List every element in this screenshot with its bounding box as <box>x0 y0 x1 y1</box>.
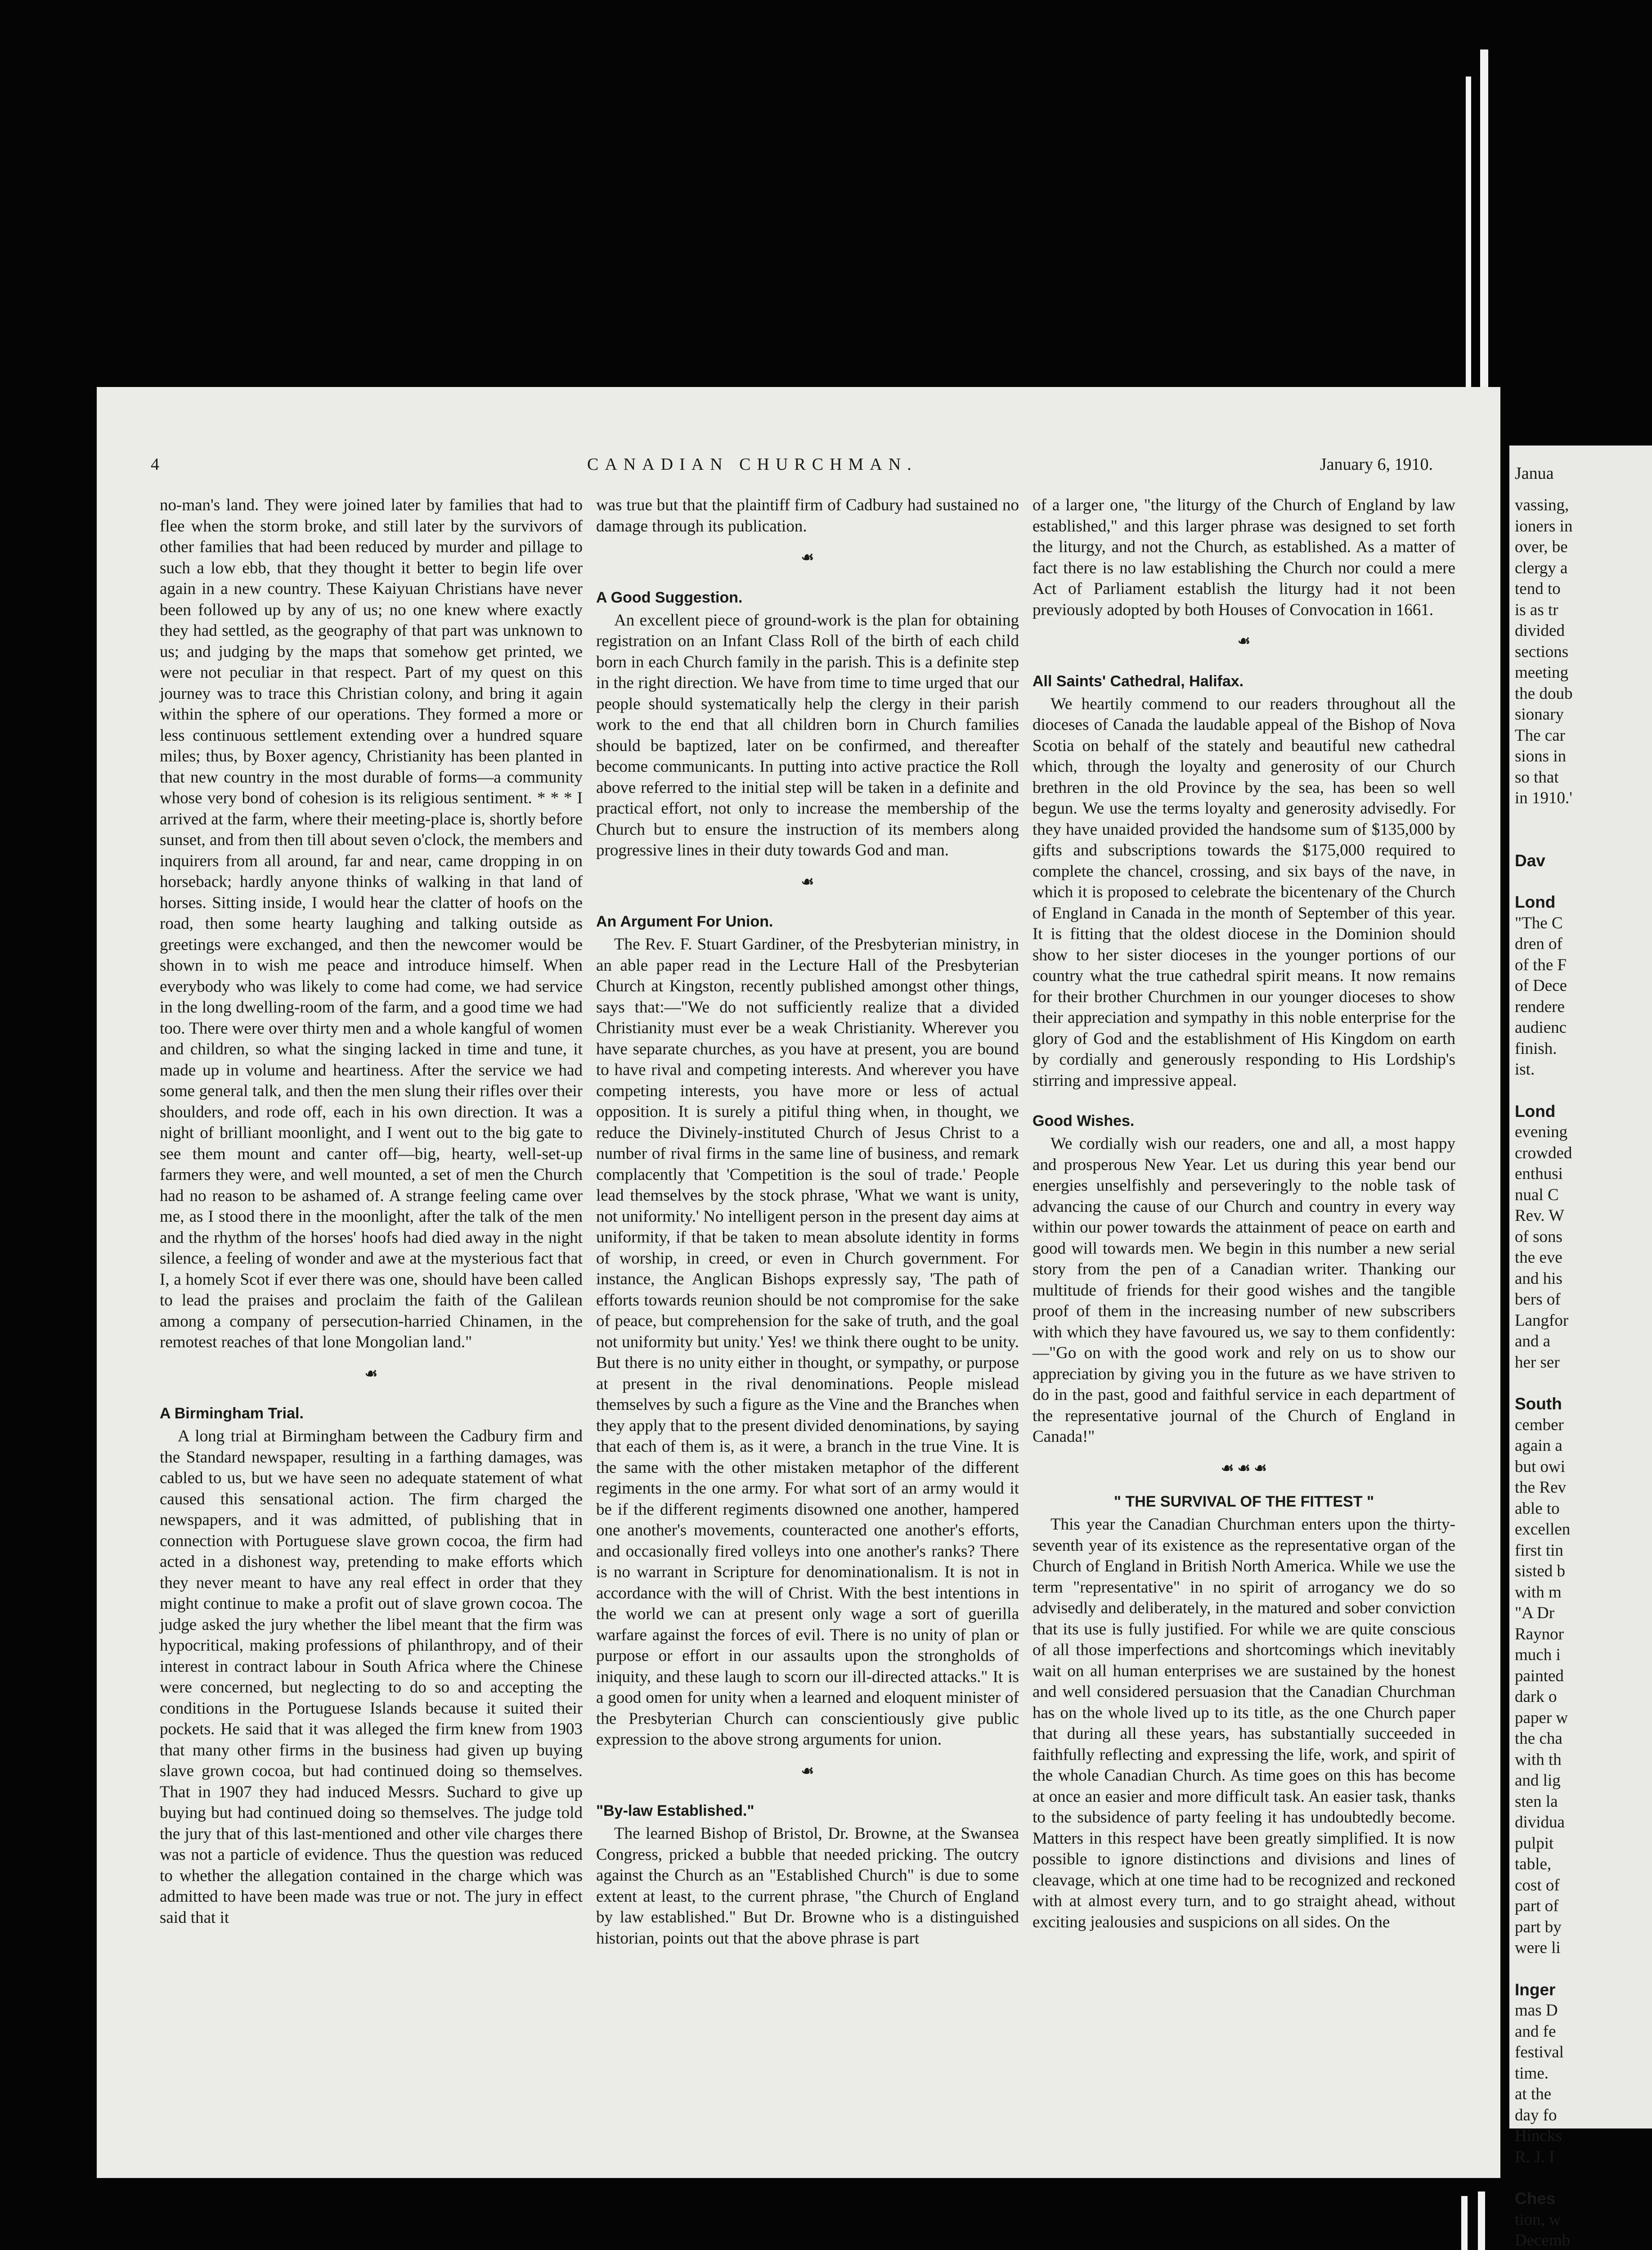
text-line: and lig <box>1515 1771 1561 1790</box>
text-line: Lond <box>1515 893 1556 911</box>
text-line: the doub <box>1515 684 1573 703</box>
line-spacer <box>1515 1373 1650 1394</box>
issue-date: January 6, 1910. <box>1320 455 1433 474</box>
text-line: sten la <box>1515 1792 1558 1811</box>
article-text: was true but that the plaintiff firm of Cadbury had sustained no damage through its publication. <box>596 496 1019 536</box>
section-ornament: ☙ ☙ ☙ <box>1221 1459 1267 1476</box>
masthead-title: CANADIAN CHURCHMAN. <box>587 455 918 474</box>
text-line: with m <box>1515 1583 1562 1602</box>
text-line: vassing, <box>1515 496 1569 514</box>
text-line: South <box>1515 1395 1562 1413</box>
film-edge-mark <box>1480 50 1488 428</box>
film-edge-mark <box>1461 2196 1468 2250</box>
text-line: mas D <box>1515 2001 1558 2020</box>
text-line: Decemb <box>1515 2231 1571 2250</box>
line-spacer <box>1515 1959 1650 1980</box>
adjacent-page-header: Janua <box>1515 464 1554 483</box>
text-line: cost of <box>1515 1876 1560 1894</box>
article-heading: A Good Suggestion. <box>596 589 743 606</box>
text-line: were li <box>1515 1939 1561 1957</box>
article-text: The learned Bishop of Bristol, Dr. Browne, at the Swansea Congress, pricked a bubble that needed pricking. The outcry against the Church as an "Established Church" is due to some extent at least, to the current phrase, "the Church of England by law established." But Dr. Browne who is a distinguished historian, points out that the above phrase is part <box>596 1824 1019 1948</box>
text-line: crowded <box>1515 1143 1572 1162</box>
article-text: We heartily commend to our readers throughout all the dioceses of Canada the laudable appeal of the Bishop of Nova Scotia on behalf of the stately and beautiful new cathedral which, through the loyalty and generosity of our Church brethren in the old Province by the sea, has been so well begun. We use the terms loyalty and generosity advisedly. For they have unaided provided the handsome sum of $135,000 by gifts and subscriptions towards the $175,000 required to complete the chancel, crossing, and six bays of the nave, in which it is proposed to celebrate the bicentenary of the Church of England in Canada in the month of September of this year. It is fitting that the oldest diocese in the Dominion should show to her sister dioceses in the younger portions of our country what the true cathedral spirit means. It now remains for their brother Churchmen in our younger dioceses to show their appreciation and sympathy in this noble enterprise for the glory of God and the establishment of His Kingdom on earth by cordially and generously responding to His Lordship's stirring and impressive appeal. <box>1032 694 1455 1090</box>
text-line: sionary <box>1515 705 1564 724</box>
text-line: Lond <box>1515 1102 1556 1120</box>
text-line: Raynor <box>1515 1624 1564 1643</box>
text-line: ist. <box>1515 1060 1535 1079</box>
text-line: much i <box>1515 1646 1561 1664</box>
text-line: at the <box>1515 2085 1552 2103</box>
text-line: paper w <box>1515 1708 1568 1727</box>
text-line: so that <box>1515 768 1559 787</box>
text-line: excellen <box>1515 1520 1571 1539</box>
section-ornament: ☙ <box>364 1365 378 1382</box>
adjacent-page-fragment <box>1509 446 1652 2250</box>
section-ornament: ☙ <box>801 549 814 565</box>
article-text: no-man's land. They were joined later by families that had to flee when the storm broke, and still later by the survivors of other families that had been reduced by murder and pillage to such a low ebb, that they thought it better to begin life over again in a new country. These Kaiyuan Christians have never been followed up by any of us; no one knew where exactly they had settled, as the geography of that part was unknown to us; and judging by the maps that somehow get printed, we were not peculiar in that respect. Part of my quest on this journey was to trace this Christian colony, and bring it again within the sphere of our operations. They formed a more or less continuous settlement extending over a hundred square miles; thus, by Boxer agency, Christianity has been planted in that new country in the most durable of forms—a community whose very bond of cohesion is its religious sentiment. * * * I arrived at the farm, where their meeting-place is, shortly before sunset, and from then till about seven o'clock, the members and inquirers from all around, far and near, came dropping in on horseback; hardly anyone thinks of walking in that land of horses. Sitting inside, I would hear the clatter of hoofs on the road, then some hearty laughing and talking outside as greetings were exchanged, and then the newcomer would be shown in to wish me peace and introduce himself. When everybody who was likely to come had come, we had service in the long dwelling-room of the farm, and a good time we had too. There were over thirty men and a whole kangful of women and children, so what the singing lacked in time and tune, it made up in volume and heartiness. After the service we had some general talk, and then the men slung their rifles over their shoulders, and rode off, each in his own direction. It was a night of brilliant moonlight, and I went out to the big gate to see them mount and canter off—big, hearty, well-set-up farmers they were, and well mounted, a set of men the Church had no reason to be ashamed of. A strange feeling came over me, as I stood there in the moonlight, after the talk of the men and the rhythm of the horses' hoofs had died away in the night silence, a feeling of wonder and awe at the mysterious fact that I, a homely Scot if ever there was one, should have been called to lead the praises and proclaim the faith of the Galilean among a company of persecution-harried Chinamen, in the remotest reaches of that lone Mongolian land." <box>160 496 583 1351</box>
text-line: sions in <box>1515 747 1567 765</box>
text-line: of sons <box>1515 1227 1562 1246</box>
text-line: dark o <box>1515 1688 1557 1706</box>
article-text: An excellent piece of ground-work is the plan for obtaining registration on an Infant Class Roll of the birth of each child born in each Church family in the parish. This is a definite step in the right direction. We have from time to time urged that our people should systematically help the clergy in their parish work to the end that all children born in Church families should be baptized, later on be confirmed, and thereafter become communicants. In putting into active practice the Roll above referred to the initial step will be taken in a definite and practical effort, not only to increase the membership of the Church but to ensure the instruction of its members along progressive lines in their duty towards God and man. <box>596 611 1019 860</box>
article-heading: "By-law Established." <box>596 1802 754 1819</box>
text-line: and fe <box>1515 2022 1556 2041</box>
column-1 <box>160 495 583 2160</box>
text-line: and his <box>1515 1269 1562 1288</box>
text-line: The car <box>1515 726 1565 745</box>
text-line: enthusi <box>1515 1165 1563 1183</box>
text-line: part by <box>1515 1917 1562 1936</box>
article-heading: All Saints' Cathedral, Halifax. <box>1032 672 1244 690</box>
text-line: but owi <box>1515 1457 1566 1476</box>
text-line: dividua <box>1515 1813 1565 1832</box>
text-line: part of <box>1515 1897 1559 1915</box>
text-line: Ches <box>1515 2189 1556 2208</box>
text-line: nual C <box>1515 1185 1559 1204</box>
text-line: with th <box>1515 1750 1562 1769</box>
section-ornament: ☙ <box>801 1762 814 1779</box>
text-line: able to <box>1515 1499 1560 1518</box>
text-line: divided <box>1515 621 1565 640</box>
text-line: the cha <box>1515 1729 1562 1748</box>
text-line: of Dece <box>1515 976 1567 995</box>
text-line: pulpit <box>1515 1834 1554 1853</box>
text-line: and a <box>1515 1332 1551 1350</box>
text-line: sisted b <box>1515 1562 1566 1580</box>
text-line: in 1910.' <box>1515 789 1572 807</box>
text-line: over, be <box>1515 538 1568 556</box>
text-line: bers of <box>1515 1290 1561 1309</box>
text-line: Inger <box>1515 1980 1556 1999</box>
text-line: again a <box>1515 1436 1562 1455</box>
text-line: is as tr <box>1515 600 1558 619</box>
text-line: dren of <box>1515 935 1562 953</box>
line-spacer <box>1515 2168 1650 2188</box>
article-text: The Rev. F. Stuart Gardiner, of the Presbyterian ministry, in an able paper read in the Lecture Hall of the Presbyterian Church at Kingston, recently published amongst other things, says that:—"We do not sufficiently realize that a divided Christianity must ever be a weak Christianity. Wherever you have separate churches, as you have at present, you are bound to have rival and competing interests. And wherever you have competing interests, you have more or less of actual opposition. It is surely a pitiful thing when, in thought, we reduce the Divinely-instituted Church of Jesus Christ to a number of rival firms in the same line of business, and remark complacently that 'Competition is the soul of trade.' People lead themselves by the stock phrase, 'What we want is unity, not uniformity.' No intelligent person in the present day aims at uniformity, if that be taken to mean absolute identity in forms of worship, in creed, or even in Church government. For instance, the Anglican Bishops expressly say, 'The path of efforts towards reunion should be not compromise for the sake of peace, but comprehension for the sake of truth, and the goal not uniformity but unity.' Yes! we think there ought to be unity. But there is no unity either in thought, or sympathy, or purpose at present in the rival denominations. People mislead themselves by such a figure as the Vine and the Branches when they apply that to the present divided denominations, by saying that each of them is, as it were, a branch in the true Vine. It is the same with the other mistaken metaphor of the different regiments in the one army. For what sort of an army would it be if the different regiments disowned one another, hampered one another's movements, counteracted one another's efforts, and occasionally fired volleys into one another's ranks? There is no warrant in Scripture for denominationalism. It is not in accordance with the will of Christ. With the best intentions in the world we can at present only wage a sort of guerilla warfare against the forces of evil. There is no unity of plan or purpose or effort in our assaults upon the strongholds of iniquity, and these laugh to scorn our ill-directed attacks." It is a good omen for unity when a learned and eloquent minister of the Presbyterian Church can conscientiously give public expression to the above strong arguments for union. <box>596 935 1019 1749</box>
article-heading: " THE SURVIVAL OF THE FITTEST " <box>1113 1493 1374 1510</box>
text-line: table, <box>1515 1855 1552 1873</box>
text-line: cember <box>1515 1415 1564 1434</box>
text-line: "The C <box>1515 914 1563 932</box>
article-heading: An Argument For Union. <box>596 913 773 930</box>
text-line: Dav <box>1515 851 1545 870</box>
article-text: We cordially wish our readers, one and all, a most happy and prosperous New Year. Let us during this year bend our energies unselfishly and perseveringly to the noble task of advancing the cause of our Church and country in every way within our power towards the attainment of peace on earth and good will towards men. We begin in this number a new serial story from the pen of a Canadian writer. Thanking our multitude of friends for their good wishes and the tangible proof of them in the increasing number of new subscribers with which they have favoured us, we say to them confidently:—"Go on with the good work and rely on us to show our appreciation by giving you in the future as we have striven to do in the past, good and faithful service in each department of the representative journal of the Church of England in Canada!" <box>1032 1134 1455 1446</box>
text-line: finish. <box>1515 1039 1557 1058</box>
article-text: of a larger one, "the liturgy of the Church of England by law established," and this larger phrase was designed to set forth the liturgy, and not the Church, as established. As a matter of fact there is no law establishing the Church nor could a mere Act of Parliament establish the liturgy had it not been previously adopted by both Houses of Convocation in 1661. <box>1032 496 1455 619</box>
film-edge-mark <box>1466 76 1471 418</box>
column-2 <box>596 495 1019 2160</box>
article-heading: A Birmingham Trial. <box>160 1405 304 1422</box>
section-ornament: ☙ <box>1237 633 1251 649</box>
text-line: festival <box>1515 2043 1564 2061</box>
text-line: painted <box>1515 1666 1564 1685</box>
adjacent-page-column <box>1515 495 1650 2250</box>
text-line: sections <box>1515 642 1569 661</box>
text-line: audienc <box>1515 1018 1567 1037</box>
text-line: first tin <box>1515 1541 1563 1560</box>
text-line: tend to <box>1515 580 1561 598</box>
text-line: day fo <box>1515 2106 1557 2124</box>
text-line: of the F <box>1515 955 1567 974</box>
text-line: the eve <box>1515 1248 1562 1267</box>
text-line: tion, w <box>1515 2210 1561 2229</box>
film-edge-mark <box>1478 2192 1485 2250</box>
text-line: R. J. I <box>1515 2147 1555 2166</box>
text-line: time. <box>1515 2064 1549 2083</box>
newspaper-page <box>97 387 1500 2178</box>
text-line: ioners in <box>1515 517 1573 536</box>
line-spacer <box>1515 830 1650 850</box>
column-3 <box>1032 495 1455 2160</box>
text-line: Rev. W <box>1515 1206 1564 1225</box>
text-line: Langfor <box>1515 1311 1569 1330</box>
line-spacer <box>1515 1080 1650 1101</box>
text-line: "A Dr <box>1515 1604 1555 1622</box>
line-spacer <box>1515 809 1650 830</box>
text-line: meeting <box>1515 663 1569 682</box>
article-text: A long trial at Birmingham between the Cadbury firm and the Standard newspaper, resulting in a farthing damages, was cabled to us, but we have seen no adequate statement of what caused this sensational action. The firm charged the newspapers, and it was admitted, of publishing that in connection with Portuguese slave grown cocoa, the firm had acted in a dishonest way, pretending to make efforts which they never meant to have any real effect in order that they might continue to make a profit out of slave grown cocoa. The judge asked the jury whether the libel meant that the firm was hypocritical, making professions of philanthropy, and of their interest in contract labour in South Africa where the Chinese were concerned, but neglecting to do so and accepting the conditions in the Portuguese Islands because it suited their pockets. He said that it was alleged the firm knew from 1903 that many other firms in the business had given up buying slave grown cocoa, but had continued doing so themselves. That in 1907 they had induced Messrs. Suchard to give up buying but had continued doing so themselves. The judge told the jury that of this last-mentioned and other vile charges there was not a particle of evidence. Thus the question was reduced to whether the allegation contained in the charge which was admitted to have been made was true or not. The jury in effect said that it <box>160 1427 583 1927</box>
line-spacer <box>1515 871 1650 892</box>
text-line: Hincks <box>1515 2127 1562 2145</box>
text-line: evening <box>1515 1123 1568 1141</box>
text-line: clergy a <box>1515 558 1568 577</box>
section-ornament: ☙ <box>801 873 814 890</box>
page-header <box>97 454 1500 482</box>
page-number: 4 <box>151 455 159 474</box>
text-line: her ser <box>1515 1353 1560 1372</box>
text-line: rendere <box>1515 997 1565 1016</box>
article-heading: Good Wishes. <box>1032 1112 1135 1130</box>
article-text: This year the Canadian Churchman enters upon the thirty-seventh year of its existence as the representative organ of the Church of England in British North America. While we use the term "representative" in no spirit of arrogancy we do so advisedly and deliberately, in the matured and sober conviction that its use is fully justified. For while we are quite conscious of all those imperfections and shortcomings which inevitably wait on all human enterprises we are sustained by the honest and well considered persuasion that the Canadian Churchman has on the whole lived up to its title, as the one Church paper that during all these years, has substantially succeeded in faithfully reflecting and expressing the life, work, and spirit of the whole Canadian Church. As time goes on this has become at once an easier and more difficult task. An easier task, thanks to the subsidence of party feeling it has undoubtedly become. Matters in this respect have been greatly simplified. It is now possible to ignore distinctions and divisions and lines of cleavage, which at one time had to be recognized and reckoned with at almost every turn, and to go straight ahead, without exciting jealousies and suspicions on all sides. On the <box>1032 1515 1455 1931</box>
text-line: the Rev <box>1515 1478 1567 1497</box>
